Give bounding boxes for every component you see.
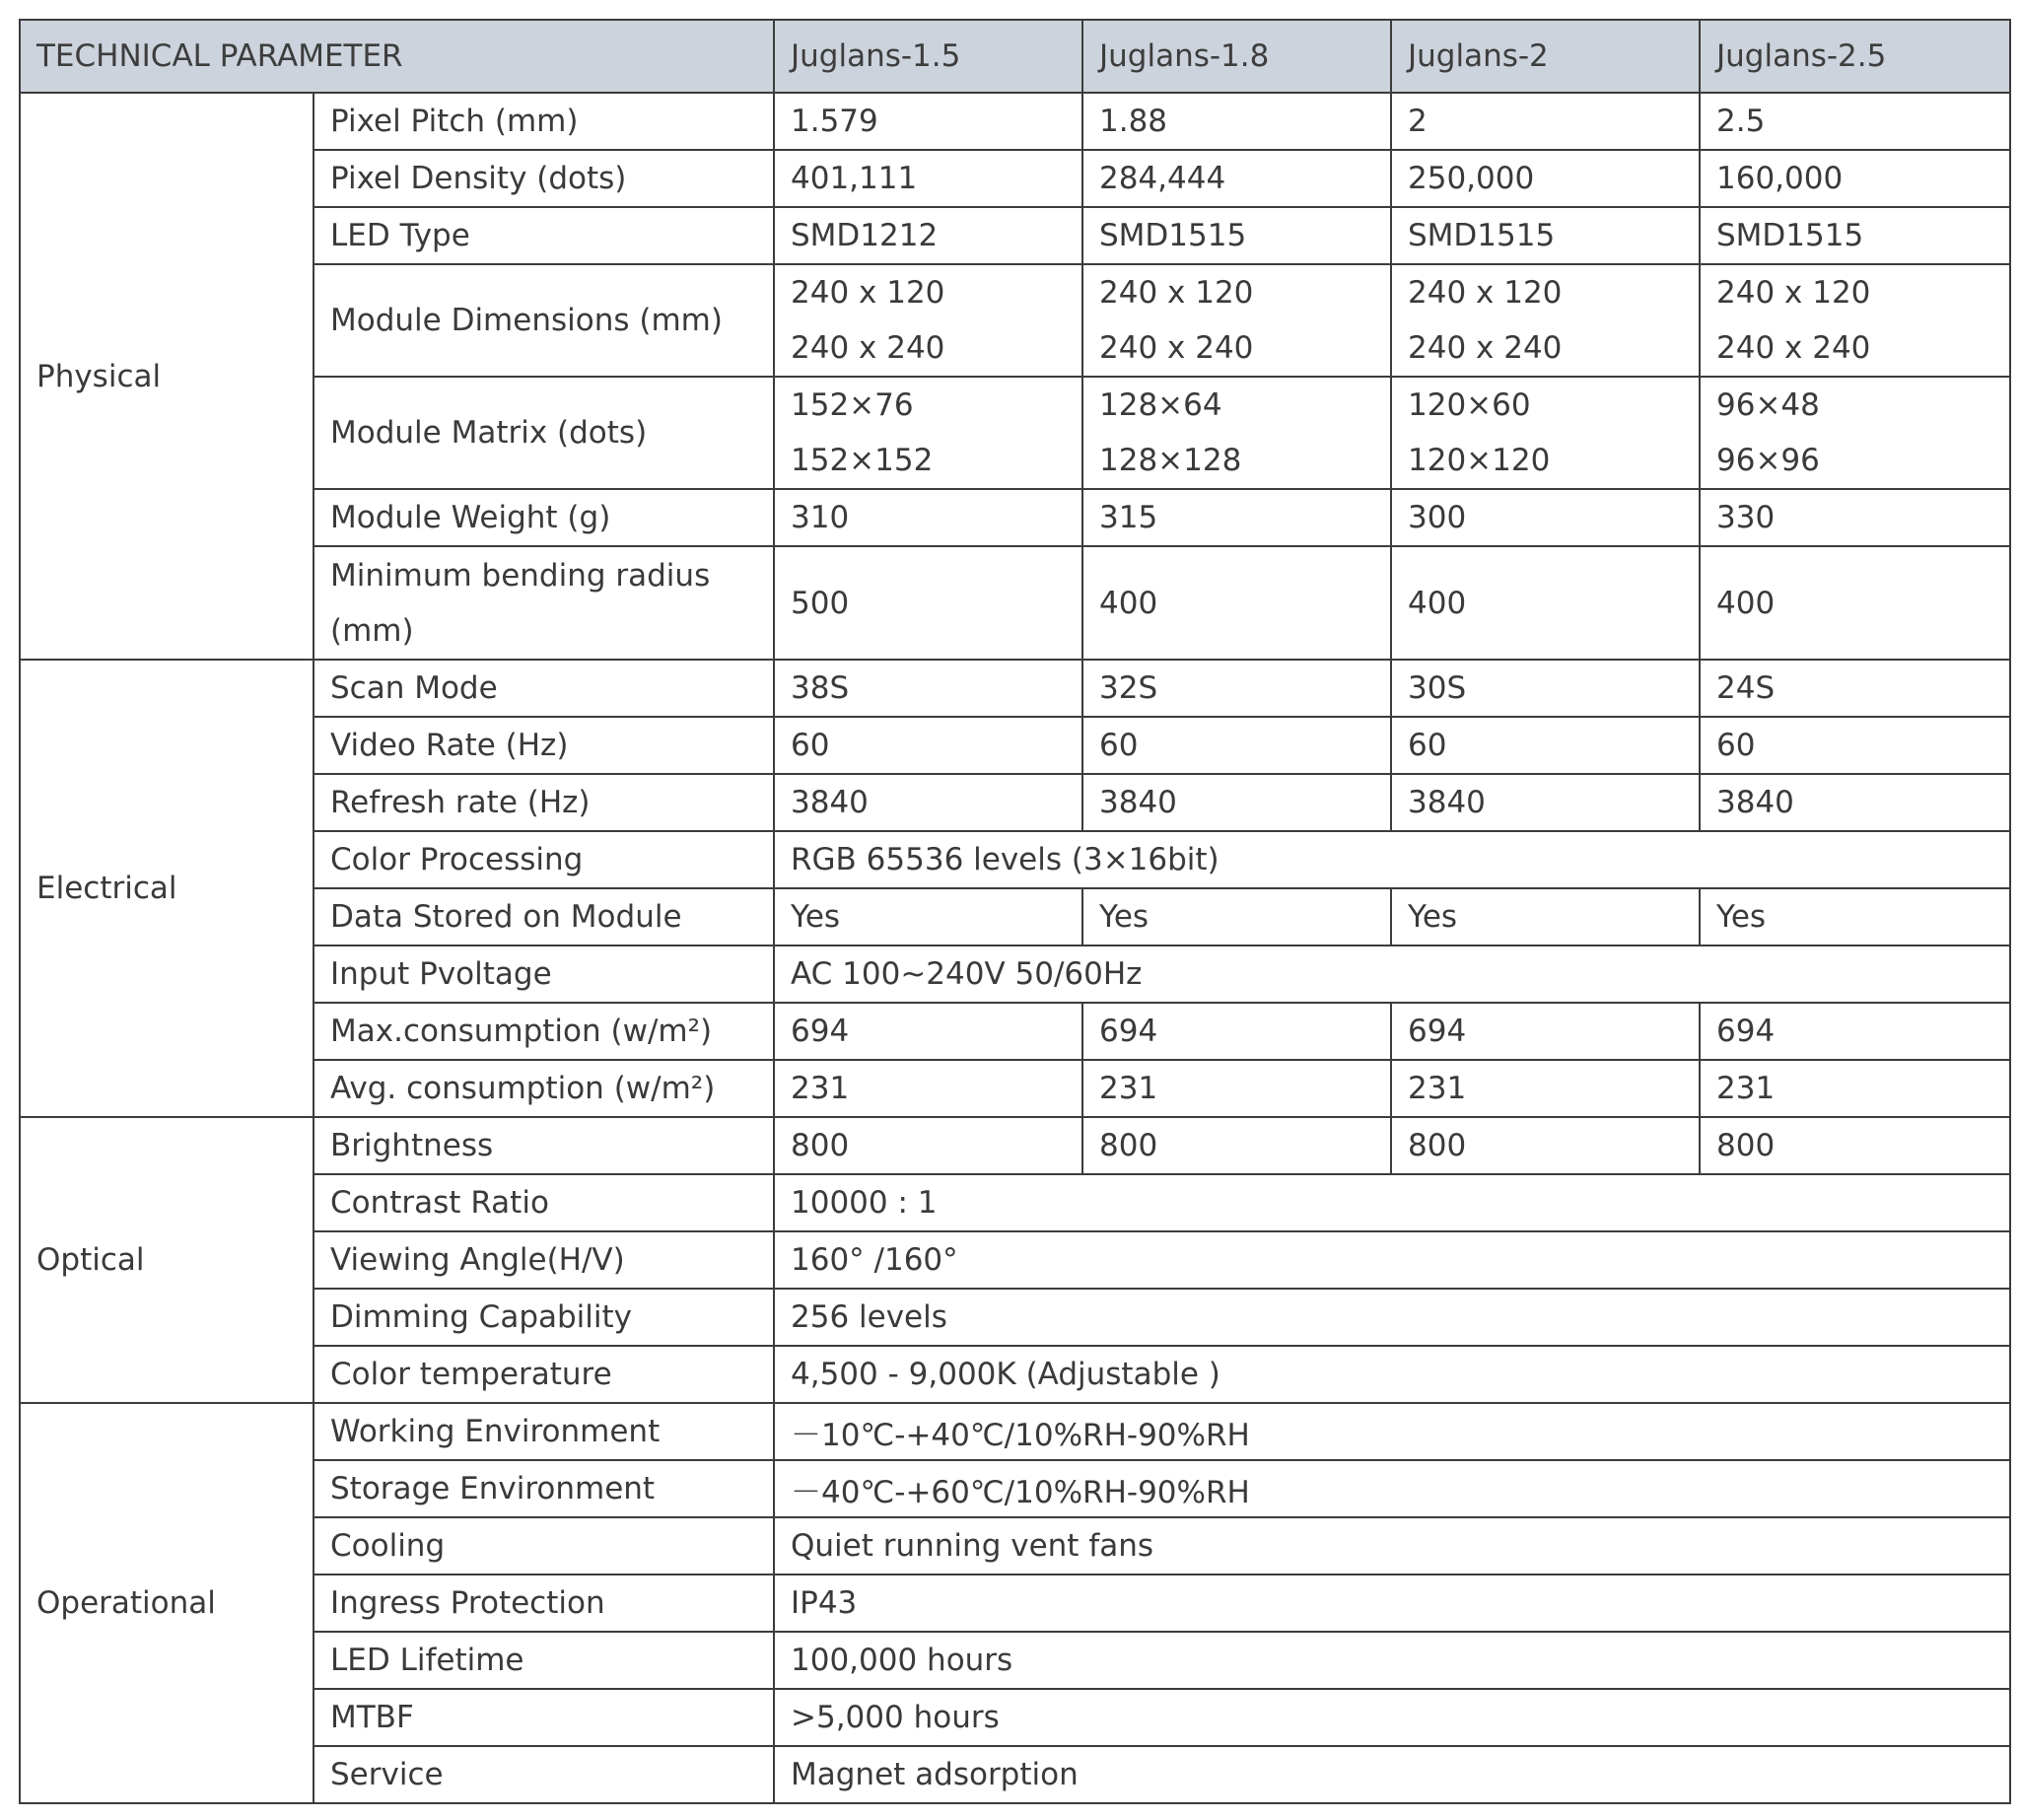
cell-value: SMD1212 — [774, 207, 1082, 264]
param-label: LED Type — [314, 207, 774, 264]
table-row — [20, 1403, 2010, 1460]
cell-value: 1.579 — [774, 93, 1082, 150]
cell-value: IP43 — [774, 1575, 2010, 1632]
cell-value: Yes — [1082, 888, 1391, 945]
param-label: Viewing Angle(H/V) — [314, 1231, 774, 1289]
cell-value: 10000 : 1 — [774, 1174, 2010, 1231]
table-row — [20, 1346, 2010, 1403]
cell-value — [774, 264, 1082, 377]
param-label: Color temperature — [314, 1346, 774, 1403]
header-title: TECHNICAL PARAMETER — [20, 20, 774, 93]
param-label: Avg. consumption (w/m²) — [314, 1060, 774, 1117]
table-row — [20, 945, 2010, 1003]
param-label: Module Dimensions (mm) — [314, 264, 774, 377]
cell-value: 800 — [1082, 1117, 1391, 1174]
cell-value: RGB 65536 levels (3×16bit) — [774, 831, 2010, 888]
cell-value: 30S — [1391, 660, 1700, 717]
param-label: Input Pvoltage — [314, 945, 774, 1003]
cell-value: 330 — [1700, 489, 2010, 546]
cell-line: 240 x 120 — [1716, 275, 1871, 311]
cell-value: 60 — [1082, 717, 1391, 774]
cell-line: 96×96 — [1716, 443, 1820, 478]
category-electrical: Electrical — [20, 660, 314, 1117]
table-row — [20, 1117, 2010, 1174]
cell-value: 300 — [1391, 489, 1700, 546]
cell-value: 231 — [774, 1060, 1082, 1117]
header-model: Juglans-2.5 — [1700, 20, 2010, 93]
cell-value: Yes — [1391, 888, 1700, 945]
cell-value: 800 — [1391, 1117, 1700, 1174]
cell-line: 152×76 — [791, 387, 914, 423]
table-row — [20, 1060, 2010, 1117]
cell-value: 400 — [1391, 546, 1700, 660]
table-row — [20, 546, 2010, 660]
cell-value: 800 — [774, 1117, 1082, 1174]
cell-value: 400 — [1700, 546, 2010, 660]
table-row — [20, 888, 2010, 945]
cell-value — [1391, 264, 1700, 377]
table-row — [20, 1517, 2010, 1575]
cell-value: 38S — [774, 660, 1082, 717]
cell-line: 240 x 240 — [1099, 330, 1254, 366]
cell-value: 401,111 — [774, 150, 1082, 207]
cell-value — [1391, 377, 1700, 489]
cell-value: 4,500 - 9,000K (Adjustable ) — [774, 1346, 2010, 1403]
cell-line: 240 x 240 — [1716, 330, 1871, 366]
header-model: Juglans-2 — [1391, 20, 1700, 93]
param-label: Brightness — [314, 1117, 774, 1174]
cell-value: AC 100~240V 50/60Hz — [774, 945, 2010, 1003]
cell-value: 2 — [1391, 93, 1700, 150]
cell-line: 128×128 — [1099, 443, 1242, 478]
cell-value: >5,000 hours — [774, 1689, 2010, 1746]
table-row — [20, 1746, 2010, 1803]
cell-line: 120×60 — [1408, 387, 1531, 423]
cell-value: －10℃-+40℃/10%RH-90%RH — [774, 1403, 2010, 1460]
param-label: Ingress Protection — [314, 1575, 774, 1632]
cell-value — [1700, 377, 2010, 489]
cell-line: 96×48 — [1716, 387, 1820, 423]
cell-value: 231 — [1700, 1060, 2010, 1117]
cell-value: 60 — [774, 717, 1082, 774]
table-row — [20, 150, 2010, 207]
table-row — [20, 93, 2010, 150]
cell-value: 231 — [1391, 1060, 1700, 1117]
table-row — [20, 774, 2010, 831]
param-label: Color Processing — [314, 831, 774, 888]
cell-value: Yes — [774, 888, 1082, 945]
cell-value: 500 — [774, 546, 1082, 660]
category-optical: Optical — [20, 1117, 314, 1403]
cell-value: 3840 — [1082, 774, 1391, 831]
table-row — [20, 1289, 2010, 1346]
cell-value: SMD1515 — [1391, 207, 1700, 264]
category-physical: Physical — [20, 93, 314, 660]
table-row — [20, 1460, 2010, 1517]
cell-line: 128×64 — [1099, 387, 1222, 423]
table-row — [20, 1689, 2010, 1746]
cell-value: 694 — [1082, 1003, 1391, 1060]
param-label: Storage Environment — [314, 1460, 774, 1517]
table-row — [20, 1632, 2010, 1689]
param-label: MTBF — [314, 1689, 774, 1746]
cell-value: 160,000 — [1700, 150, 2010, 207]
header-model: Juglans-1.8 — [1082, 20, 1391, 93]
table-row — [20, 489, 2010, 546]
cell-value: 24S — [1700, 660, 2010, 717]
cell-value: 694 — [1391, 1003, 1700, 1060]
header-row — [20, 20, 2010, 93]
header-model: Juglans-1.5 — [774, 20, 1082, 93]
cell-value: 694 — [774, 1003, 1082, 1060]
cell-value: 256 levels — [774, 1289, 2010, 1346]
cell-value: 60 — [1700, 717, 2010, 774]
table-row — [20, 1231, 2010, 1289]
table-row — [20, 377, 2010, 489]
cell-value: 310 — [774, 489, 1082, 546]
technical-parameter-table — [19, 19, 2011, 1804]
cell-value: SMD1515 — [1700, 207, 2010, 264]
table-row — [20, 207, 2010, 264]
param-label: Module Matrix (dots) — [314, 377, 774, 489]
param-label: Video Rate (Hz) — [314, 717, 774, 774]
table-row — [20, 1174, 2010, 1231]
param-label: Working Environment — [314, 1403, 774, 1460]
cell-value: 3840 — [774, 774, 1082, 831]
cell-value: 3840 — [1391, 774, 1700, 831]
cell-value: Quiet running vent fans — [774, 1517, 2010, 1575]
table-row — [20, 831, 2010, 888]
cell-value: 231 — [1082, 1060, 1391, 1117]
cell-value: 60 — [1391, 717, 1700, 774]
cell-value: Magnet adsorption — [774, 1746, 2010, 1803]
param-label: Contrast Ratio — [314, 1174, 774, 1231]
param-label: Service — [314, 1746, 774, 1803]
cell-value: 160° /160° — [774, 1231, 2010, 1289]
param-label: Dimming Capability — [314, 1289, 774, 1346]
cell-value: 400 — [1082, 546, 1391, 660]
cell-value: 315 — [1082, 489, 1391, 546]
cell-line: 240 x 240 — [1408, 330, 1563, 366]
param-label: Data Stored on Module — [314, 888, 774, 945]
param-label: Module Weight (g) — [314, 489, 774, 546]
category-operational: Operational — [20, 1403, 314, 1803]
cell-line: 240 x 240 — [791, 330, 945, 366]
param-label: Minimum bending radius (mm) — [314, 546, 774, 660]
table-row — [20, 264, 2010, 377]
cell-line: 240 x 120 — [1408, 275, 1563, 311]
cell-value — [1082, 264, 1391, 377]
param-label: Pixel Density (dots) — [314, 150, 774, 207]
param-label: LED Lifetime — [314, 1632, 774, 1689]
table-row — [20, 1003, 2010, 1060]
cell-value: 100,000 hours — [774, 1632, 2010, 1689]
cell-value: 3840 — [1700, 774, 2010, 831]
cell-value: 694 — [1700, 1003, 2010, 1060]
param-label: Cooling — [314, 1517, 774, 1575]
cell-line: 120×120 — [1408, 443, 1551, 478]
cell-line: 152×152 — [791, 443, 934, 478]
param-label: Pixel Pitch (mm) — [314, 93, 774, 150]
cell-value: －40℃-+60℃/10%RH-90%RH — [774, 1460, 2010, 1517]
param-label: Scan Mode — [314, 660, 774, 717]
cell-value — [1082, 377, 1391, 489]
table-row — [20, 717, 2010, 774]
cell-value: 250,000 — [1391, 150, 1700, 207]
cell-value: 1.88 — [1082, 93, 1391, 150]
cell-value: 800 — [1700, 1117, 2010, 1174]
param-label: Refresh rate (Hz) — [314, 774, 774, 831]
cell-value: 2.5 — [1700, 93, 2010, 150]
table-row — [20, 1575, 2010, 1632]
table-row — [20, 660, 2010, 717]
cell-value — [1700, 264, 2010, 377]
cell-value: SMD1515 — [1082, 207, 1391, 264]
cell-line: 240 x 120 — [791, 275, 945, 311]
param-label: Max.consumption (w/m²) — [314, 1003, 774, 1060]
cell-value: Yes — [1700, 888, 2010, 945]
cell-value: 284,444 — [1082, 150, 1391, 207]
cell-value — [774, 377, 1082, 489]
cell-value: 32S — [1082, 660, 1391, 717]
cell-line: 240 x 120 — [1099, 275, 1254, 311]
